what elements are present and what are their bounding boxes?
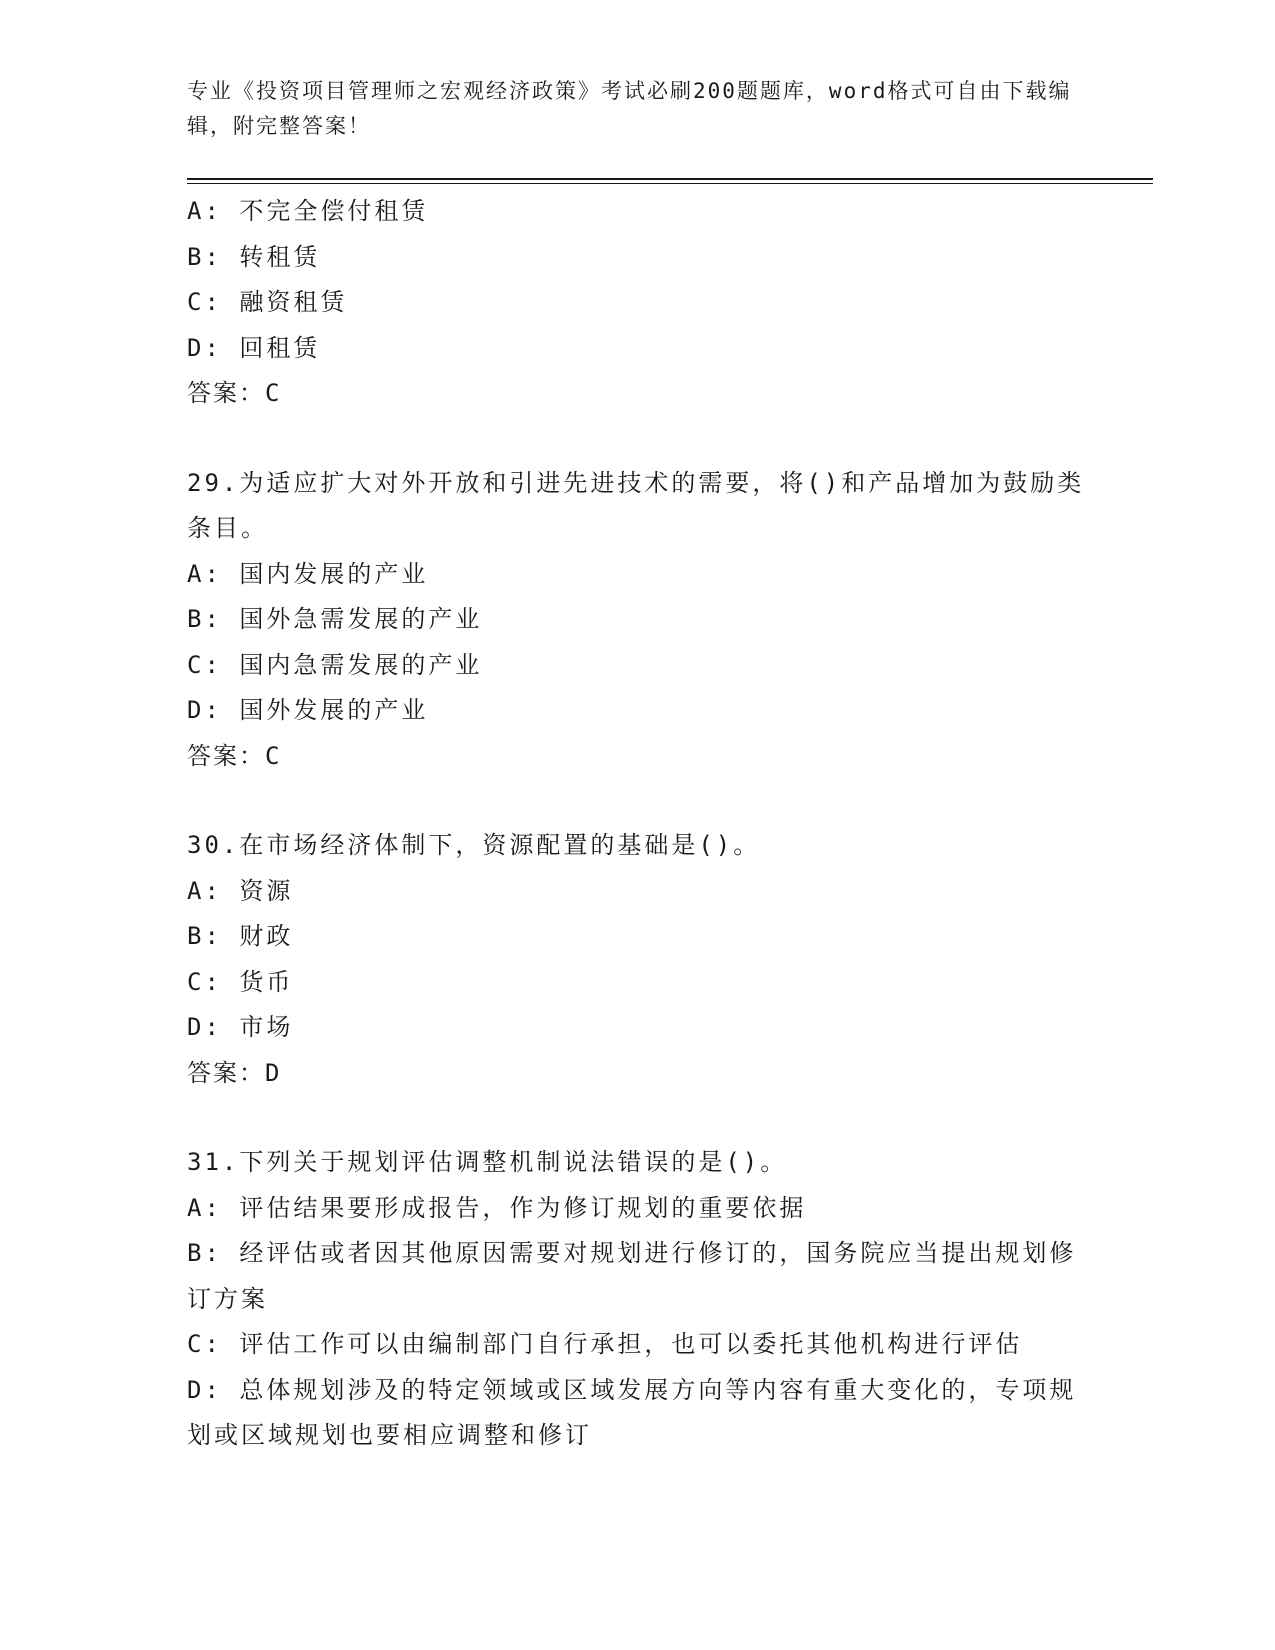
header-divider-thin [187,183,1153,184]
option-b: B: 国外急需发展的产业 [187,605,483,633]
option-b: B: 财政 [187,922,294,950]
option-d: D: 总体规划涉及的特定领域或区域发展方向等内容有重大变化的，专项规划或区域规划也要相应调整和修订 [187,1375,1077,1449]
question-29 [187,461,1087,780]
option-c: C: 货币 [187,967,294,996]
option-a: A: 不完全偿付租赁 [187,197,429,225]
option-c: C: 评估工作可以由编制部门自行承担，也可以委托其他机构进行评估 [187,1330,1023,1358]
question-text: 31.下列关于规划评估调整机制说法错误的是()。 [187,1148,788,1176]
option-a: A: 评估结果要形成报告，作为修订规划的重要依据 [187,1193,807,1222]
question-30 [187,823,1087,1096]
option-c: C: 融资租赁 [187,288,348,316]
option-d: D: 回租赁 [187,333,321,362]
question-content [187,189,1087,1459]
answer: 答案：C [187,379,282,407]
option-a: A: 资源 [187,876,294,905]
question-text: 29.为适应扩大对外开放和引进先进技术的需要，将()和产品增加为鼓励类条目。 [187,468,1085,542]
answer: 答案：D [187,1058,282,1087]
question-text: 30.在市场经济体制下，资源配置的基础是()。 [187,831,761,859]
question-31 [187,1140,1087,1459]
option-d: D: 市场 [187,1013,294,1041]
option-c: C: 国内急需发展的产业 [187,650,483,679]
header-divider-thick [187,178,1153,180]
answer: 答案：C [187,741,282,770]
option-b: B: 转租赁 [187,242,321,271]
document-header: 专业《投资项目管理师之宏观经济政策》考试必刷200题题库，word格式可自由下载编辑，附完整答案！ [187,79,1072,138]
option-b: B: 经评估或者因其他原因需要对规划进行修订的，国务院应当提出规划修订方案 [187,1239,1077,1313]
question-28 [187,189,1087,417]
option-a: A: 国内发展的产业 [187,559,429,588]
option-d: D: 国外发展的产业 [187,696,429,724]
